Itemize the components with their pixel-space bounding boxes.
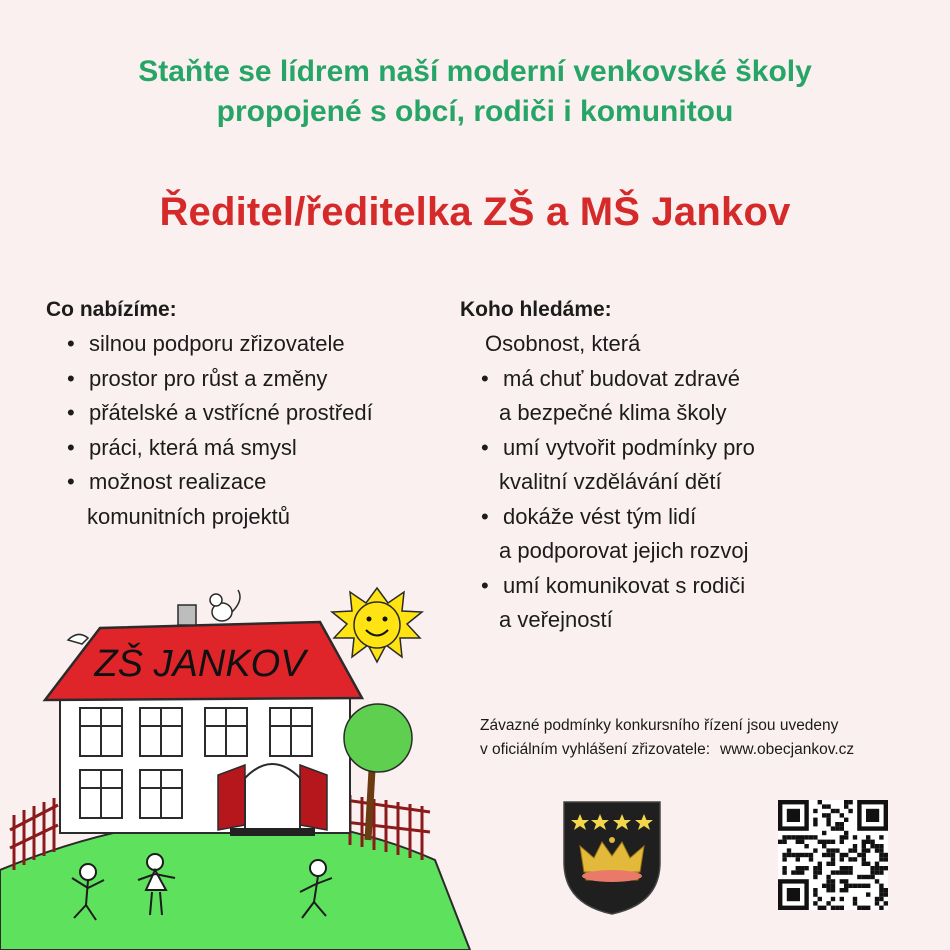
- footnote-line-2: [480, 738, 940, 762]
- list-item: [478, 569, 880, 638]
- sun-icon: [332, 588, 422, 662]
- list-item-continuation: komunitních projektů: [87, 503, 290, 529]
- offer-list: [64, 327, 466, 500]
- list-item-text: silnou podporu zřizovatele: [89, 331, 345, 356]
- footnote: [480, 714, 940, 762]
- list-item: [64, 327, 466, 362]
- chimney: [178, 605, 196, 625]
- list-item-continuation: a veřejností: [499, 607, 613, 632]
- list-item-continuation: a bezpečné klima školy: [499, 400, 727, 425]
- list-item-text: prostor pro růst a změny: [89, 365, 328, 391]
- coat-of-arms-icon: [562, 800, 662, 916]
- footnote-text: v oficiálním vyhlášení zřizovatele:: [480, 741, 711, 758]
- list-item: [64, 396, 466, 431]
- door-shutter-left: [218, 765, 245, 830]
- list-item: [64, 362, 466, 397]
- list-item-text: má chuť budovat zdravé: [503, 365, 740, 391]
- seek-section: [460, 293, 880, 638]
- list-item-text: přátelské a vstřícné prostředí: [89, 400, 373, 425]
- website-link[interactable]: www.obecjankov.cz: [720, 741, 855, 758]
- list-item-text: umí komunikovat s rodiči: [503, 572, 746, 598]
- list-item: [64, 465, 466, 500]
- qr-code-icon: [778, 800, 888, 910]
- bird-icon: [68, 634, 88, 644]
- tagline-line-1: Staňte se lídrem naší moderní venkovské školy: [138, 55, 812, 88]
- list-item: [478, 431, 880, 500]
- seek-intro: Osobnost, která: [485, 331, 641, 356]
- cat-icon: [210, 590, 240, 621]
- page-title: Ředitel/ředitelka ZŠ a MŠ Jankov: [159, 190, 791, 234]
- school-door: [245, 764, 300, 830]
- list-item: [64, 431, 466, 466]
- list-item-continuation: kvalitní vzdělávání dětí: [499, 469, 722, 494]
- list-item-text: umí vytvořit podmínky pro: [503, 434, 755, 460]
- list-item-text: možnost realizace: [89, 469, 267, 494]
- offer-section: [46, 293, 466, 534]
- school-house-icon: [0, 560, 480, 950]
- tagline-line-2: propojené s obcí, rodiči i komunitou: [216, 95, 734, 128]
- tree-icon: [344, 704, 412, 840]
- list-item-text: dokáže vést tým lidí: [503, 503, 697, 529]
- list-item: [478, 500, 880, 569]
- seek-list: [478, 362, 880, 638]
- door-steps: [230, 828, 315, 836]
- list-item-continuation: a podporovat jejich rozvoj: [499, 538, 749, 563]
- seek-heading: Koho hledáme:: [460, 298, 612, 321]
- door-shutter-right: [300, 765, 327, 830]
- footnote-line-1: Závazné podmínky konkursního řízení jsou uvedeny: [480, 717, 839, 734]
- list-item: [478, 362, 880, 431]
- tagline: [0, 52, 950, 132]
- list-item-text: práci, která má smysl: [89, 434, 297, 460]
- school-sign: ZŠ JANKOV: [94, 643, 306, 685]
- offer-heading: Co nabízíme:: [46, 298, 177, 321]
